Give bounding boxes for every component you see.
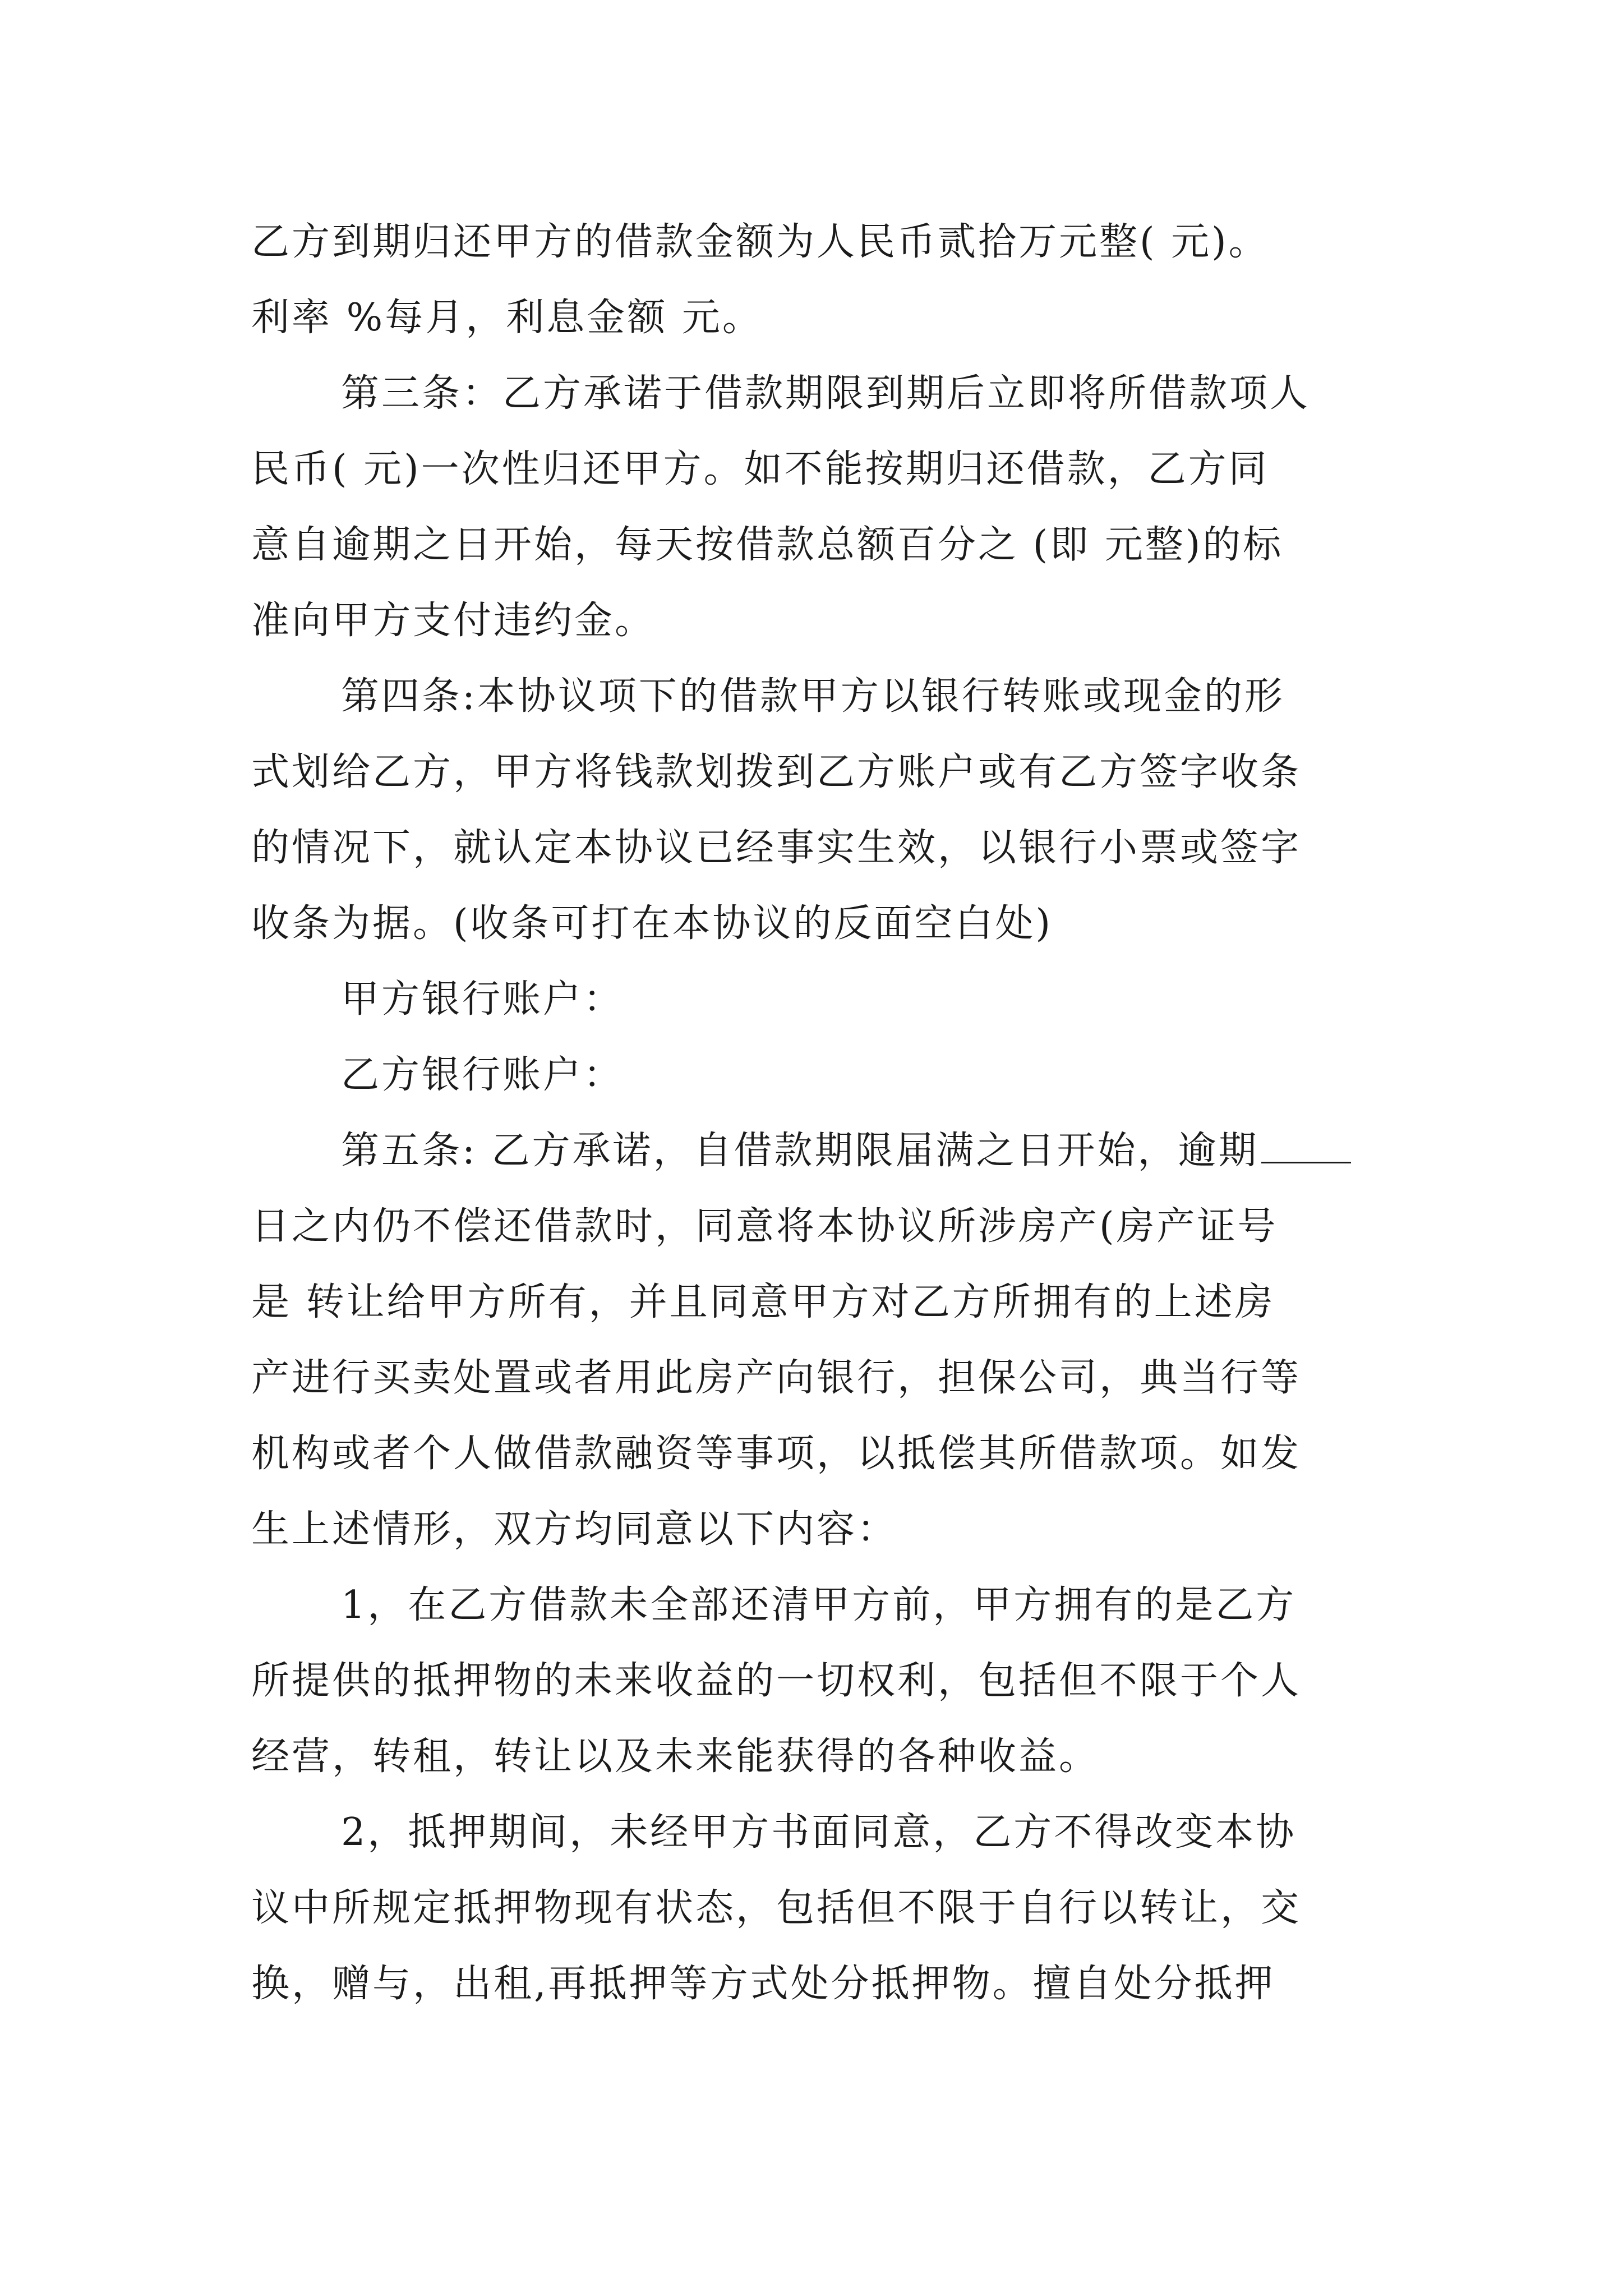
article-4-line: 第四条:本协议项下的借款甲方以银行转账或现金的形: [341, 674, 1285, 719]
text-line: 意自逾期之日开始，每天按借款总额百分之 (即 元整)的标: [251, 523, 1284, 567]
article-5-line: [251, 1124, 1384, 1200]
text-line: 日之内仍不偿还借款时，同意将本协议所涉房产(房产证号: [251, 1204, 1278, 1249]
text-line: 经营，转租，转让以及未来能获得的各种收益。: [251, 1734, 1100, 1779]
party-a-bank-account: 甲方银行账户：: [341, 977, 624, 1022]
blank-underline: [1261, 1128, 1351, 1163]
text-line: 产进行买卖处置或者用此房产向银行，担保公司，典当行等: [251, 1356, 1302, 1400]
text-line: 议中所规定抵押物现有状态，包括但不限于自行以转让，交: [251, 1886, 1302, 1930]
text-line: 收条为据。(收条可打在本协议的反面空白处): [251, 901, 1053, 946]
clause-2-line: 2，抵押期间，未经甲方书面同意，乙方不得改变本协: [341, 1810, 1297, 1855]
party-b-bank-account: 乙方银行账户：: [341, 1053, 624, 1097]
text-line: 式划给乙方，甲方将钱款划拨到乙方账户或有乙方签字收条: [251, 750, 1302, 794]
document-body: [251, 215, 1384, 2033]
text-line: 生上述情形，双方均同意以下内容：: [251, 1507, 898, 1552]
text-line: 是 转让给甲方所有，并且同意甲方对乙方所拥有的上述房: [251, 1280, 1275, 1324]
article-3-line: 第三条：乙方承诺于借款期限到期后立即将所借款项人: [341, 371, 1311, 416]
text-line: 的情况下，就认定本协议已经事实生效，以银行小票或签字: [251, 826, 1302, 870]
text-line: 准向甲方支付违约金。: [251, 599, 656, 643]
article-5-text: 第五条: 乙方承诺，自借款期限届满之日开始，逾期: [341, 1129, 1259, 1173]
text-line: 机构或者个人做借款融资等事项，以抵偿其所借款项。如发: [251, 1432, 1302, 1476]
text-line: 利率 %每月，利息金额 元。: [251, 296, 763, 340]
clause-1-line: 1，在乙方借款未全部还清甲方前，甲方拥有的是乙方: [341, 1583, 1297, 1627]
text-line: 乙方到期归还甲方的借款金额为人民币贰拾万元整( 元)。: [251, 220, 1269, 264]
text-line: 换，赠与，出租,再抵押等方式处分抵押物。擅自处分抵押: [251, 1962, 1275, 2006]
text-line: 所提供的抵押物的未来收益的一切权利，包括但不限于个人: [251, 1659, 1302, 1703]
text-line: 民币( 元)一次性归还甲方。如不能按期归还借款，乙方同: [251, 447, 1269, 491]
